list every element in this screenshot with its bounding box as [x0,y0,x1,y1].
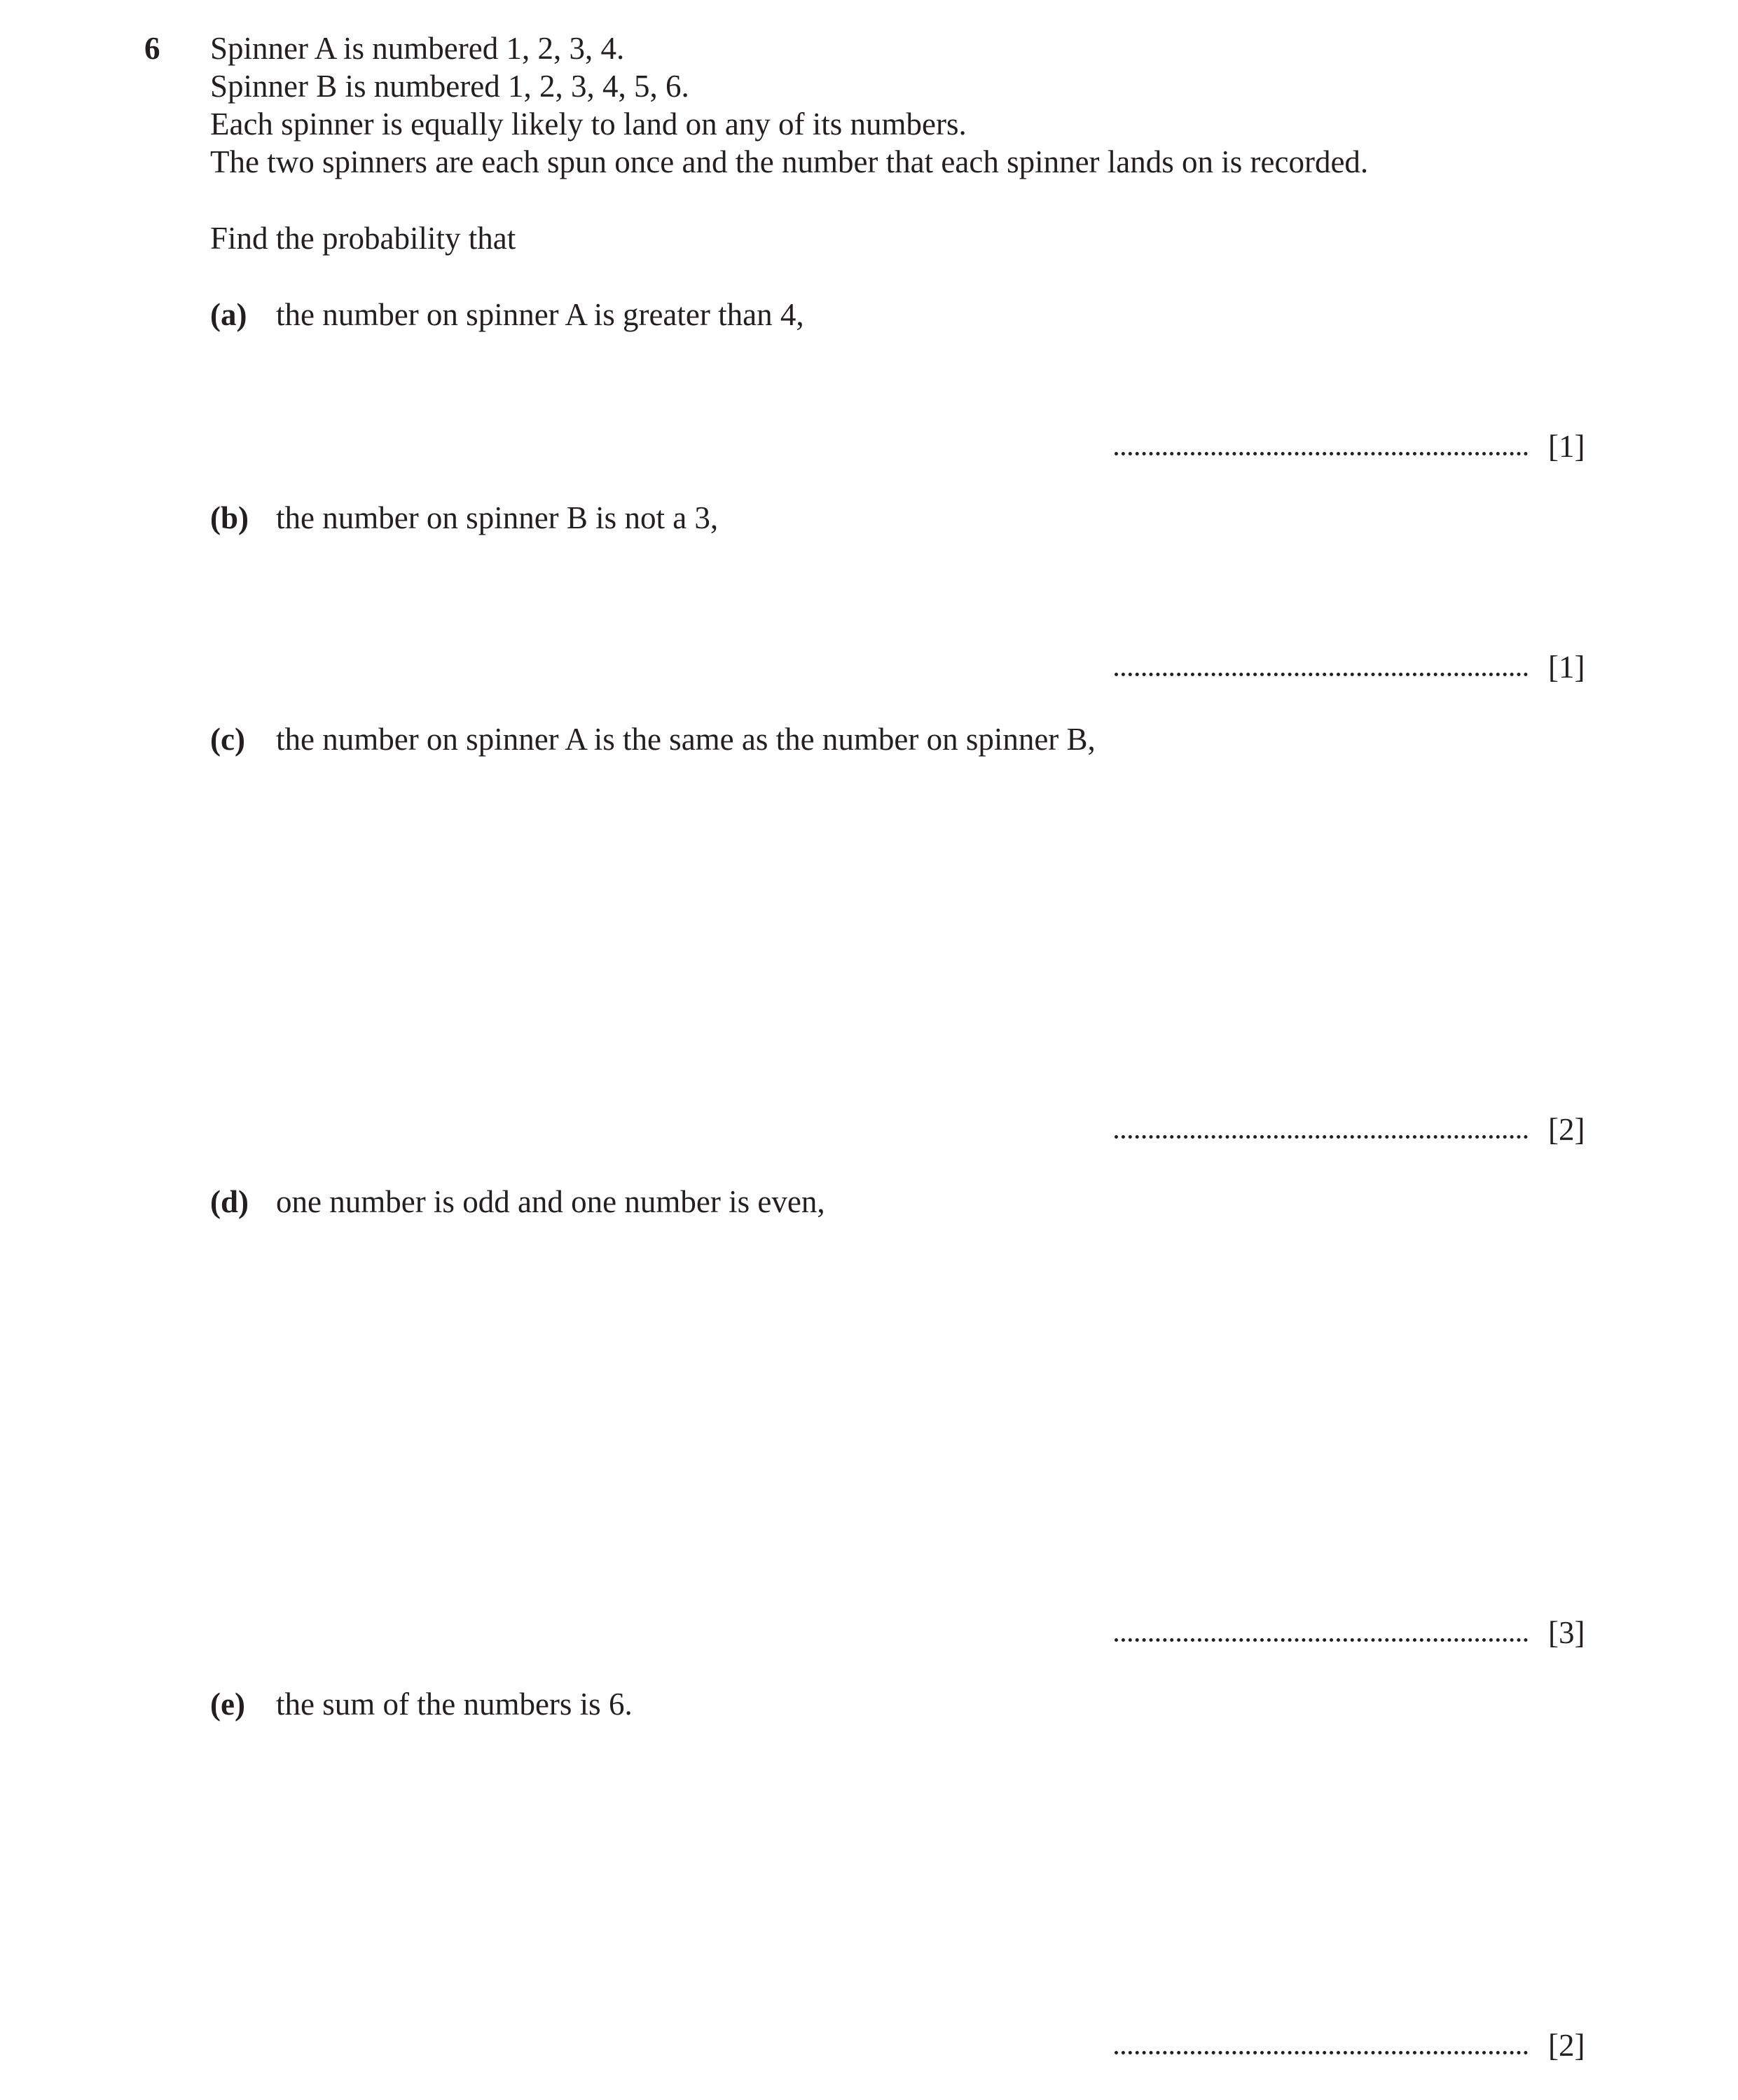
part-b-text: the number on spinner B is not a 3, [276,500,719,535]
part-e-label: (e) [210,1687,245,1722]
part-d-marks: [3] [1548,1615,1585,1650]
part-c-answer-line[interactable] [1115,1135,1528,1139]
part-c-text: the number on spinner A is the same as the number on spinner B, [276,722,1096,757]
part-d-label: (d) [210,1184,249,1219]
part-a-text: the number on spinner A is greater than 4, [276,297,804,332]
part-e-text: the sum of the numbers is 6. [276,1687,633,1722]
stem-line-2: Spinner B is numbered 1, 2, 3, 4, 5, 6. [210,69,689,104]
stem-line-4: The two spinners are each spun once and the number that each spinner lands on is recorded. [210,144,1369,179]
part-b-marks: [1] [1548,650,1585,685]
part-c-label: (c) [210,722,245,757]
part-c-marks: [2] [1548,1112,1585,1147]
part-a-marks: [1] [1548,429,1585,464]
part-e-answer-line[interactable] [1115,2051,1528,2054]
stem-line-3: Each spinner is equally likely to land on any of its numbers. [210,107,967,142]
part-a-answer-line[interactable] [1115,452,1528,455]
part-a-label: (a) [210,297,247,332]
part-b-label: (b) [210,500,249,535]
stem-line-1: Spinner A is numbered 1, 2, 3, 4. [210,31,625,66]
part-e-marks: [2] [1548,2028,1585,2063]
part-d-text: one number is odd and one number is even, [276,1184,825,1219]
instruction-text: Find the probability that [210,221,516,256]
question-number: 6 [144,31,160,66]
part-d-answer-line[interactable] [1115,1638,1528,1642]
part-b-answer-line[interactable] [1115,673,1528,676]
